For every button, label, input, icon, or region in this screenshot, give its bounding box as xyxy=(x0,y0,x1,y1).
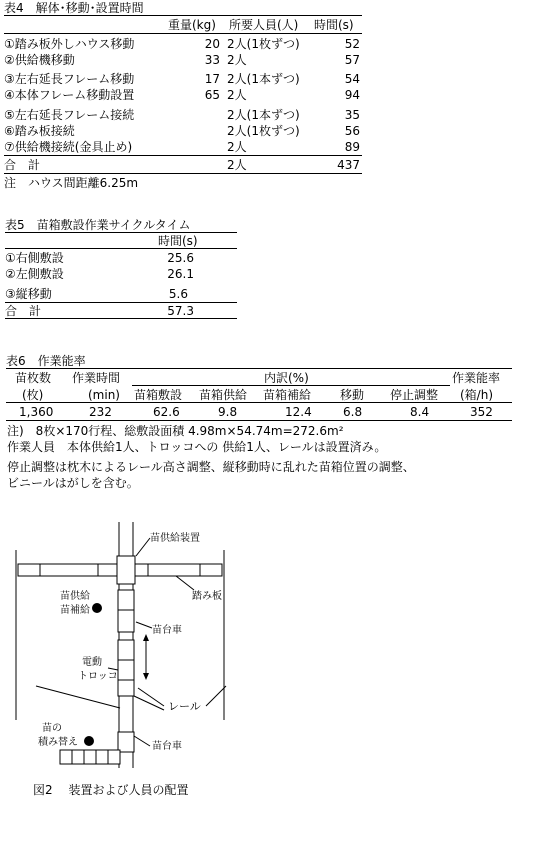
worker-supply xyxy=(92,603,102,613)
label-seedling-refill: 苗補給 xyxy=(60,605,90,616)
table4-row-staff: 2人 xyxy=(227,140,247,154)
table5-row-time: 26.1 xyxy=(167,267,194,281)
table4-header-staff: 所要人員(人) xyxy=(229,18,299,32)
table4-bottom-rule xyxy=(4,173,362,174)
table5-title: 表5 苗箱敷設作業サイクルタイム xyxy=(5,218,191,232)
trolley-box xyxy=(118,660,134,680)
table4-row-label: ②供給機移動 xyxy=(4,53,75,67)
table6-header-breakdown: 内訳(%) xyxy=(264,371,309,385)
table5-total-label: 合 計 xyxy=(5,304,42,318)
table4-row-staff: 2人(1本ずつ) xyxy=(227,72,300,86)
label-electric-trolley: 電動 xyxy=(82,657,102,668)
table4-title: 表4 解体･移動･設置時間 xyxy=(4,1,144,15)
leader-cart-bottom xyxy=(134,736,150,746)
table4-row-weight: 20 xyxy=(204,37,220,51)
label-seedling-supply: 苗供給 xyxy=(60,591,90,602)
table6-cell-breakdown: 8.4 xyxy=(410,405,430,419)
table4-row-label: ③左右延長フレーム移動 xyxy=(4,72,135,86)
table6-cell-breakdown: 62.6 xyxy=(153,405,180,419)
table5-header-rule xyxy=(5,248,237,249)
table4-header-rule xyxy=(4,33,362,34)
table6-cell-boxes: 1,360 xyxy=(19,405,54,419)
table6-header-efficiency: 作業能率 xyxy=(452,371,501,385)
table5-row-time: 5.6 xyxy=(168,287,188,301)
table6-cell-breakdown: 9.8 xyxy=(218,405,238,419)
table4-row-weight: 33 xyxy=(204,53,220,67)
label-reload: 積み替え xyxy=(38,737,78,748)
table6-breakdown-rule xyxy=(132,385,450,386)
table6-note: ビニールはがしを含む。 xyxy=(7,476,139,490)
table6-note: 注) 8枚×170行程、総敷設面積 4.98m×54.74m=272.6m² xyxy=(7,424,344,438)
table4-total-rule xyxy=(4,155,362,156)
leader-cart-top xyxy=(136,622,152,628)
frame-box xyxy=(118,590,134,610)
table6-cell-work-time: 232 xyxy=(89,405,112,419)
table4-note: 注 ハウス間距離6.25m xyxy=(4,176,139,190)
worker-reload xyxy=(84,736,94,746)
leader-step-board xyxy=(176,576,194,590)
table4-row-label: ①踏み板外しハウス移動 xyxy=(4,37,135,51)
table4-total-label: 合 計 xyxy=(4,158,41,172)
table5-row-label: ①右側敷設 xyxy=(5,251,64,265)
table6-note: 停止調整は枕木によるレール高さ調整、縦移動時に乱れた苗箱位置の調整、 xyxy=(7,460,415,474)
table6-cell-breakdown: 12.4 xyxy=(285,405,312,419)
table6-title: 表6 作業能率 xyxy=(6,354,86,368)
label-supply-device: 苗供給装置 xyxy=(150,533,200,544)
leader-rail-1 xyxy=(36,686,120,708)
table4-total-staff: 2人 xyxy=(227,158,247,172)
table6-header-boxes: 苗枚数 xyxy=(15,371,52,385)
table5-row-label: ②左側敷設 xyxy=(5,267,64,281)
table6-header-rule xyxy=(6,402,512,403)
table4-row-time: 57 xyxy=(344,53,360,67)
label-electric-trolley: トロッコ xyxy=(78,671,118,682)
supply-device xyxy=(117,556,135,584)
table4-row-label: ④本体フレーム移動設置 xyxy=(4,88,135,102)
label-reload: 苗の xyxy=(42,723,62,734)
table4-row-weight: 17 xyxy=(204,72,220,86)
table6-subheader: 苗箱補給 xyxy=(263,388,312,402)
table4-row-staff: 2人 xyxy=(227,88,247,102)
table4-row-staff: 2人(1枚ずつ) xyxy=(227,124,300,138)
table4-row-time: 52 xyxy=(344,37,360,51)
table4-row-time: 89 xyxy=(344,140,360,154)
table4-row-time: 94 xyxy=(344,88,360,102)
trolley-box xyxy=(118,640,134,660)
leader-rail-2 xyxy=(138,688,164,706)
figure-caption: 図2 装置および人員の配置 xyxy=(33,783,189,797)
label-rail: レール xyxy=(168,700,201,713)
table4-top-rule xyxy=(4,15,362,16)
table6-bottom-rule xyxy=(6,420,512,421)
table5-total-rule xyxy=(5,302,237,303)
table4-row-weight: 65 xyxy=(204,88,220,102)
table4-row-staff: 2人(1枚ずつ) xyxy=(227,37,300,51)
table4-row-label: ⑦供給機接続(金具止め) xyxy=(4,140,133,154)
cart-bottom-box xyxy=(118,732,134,752)
table4-row-time: 56 xyxy=(344,124,360,138)
table5-bottom-rule xyxy=(5,318,237,319)
table6-subheader: 移動 xyxy=(340,388,365,402)
table4-header-time: 時間(s) xyxy=(314,18,354,32)
table6-cell-breakdown: 6.8 xyxy=(343,405,363,419)
leader-rail-4 xyxy=(206,686,226,706)
table5-header-time: 時間(s) xyxy=(158,234,198,248)
seedling-stack xyxy=(60,750,120,764)
table4-row-label: ⑤左右延長フレーム接続 xyxy=(4,108,135,122)
table6-header-efficiency-unit: (箱/h) xyxy=(460,388,494,402)
table4-row-label: ⑥踏み板接続 xyxy=(4,124,75,138)
table5-row-label: ③縦移動 xyxy=(5,287,52,301)
table6-top-rule xyxy=(6,368,512,369)
table4-header-weight: 重量(kg) xyxy=(168,18,216,32)
table5-total-time: 57.3 xyxy=(167,304,194,318)
table5-row-time: 25.6 xyxy=(167,251,194,265)
table6-header-work-time-unit: (min) xyxy=(88,388,120,402)
label-step-board: 踏み板 xyxy=(192,591,222,602)
table6-subheader: 停止調整 xyxy=(390,388,439,402)
table6-subheader: 苗箱供給 xyxy=(199,388,248,402)
cart-top-box xyxy=(118,610,134,632)
figure2 xyxy=(0,510,550,830)
table5-top-rule xyxy=(5,232,237,233)
table6-header-work-time: 作業時間 xyxy=(72,371,121,385)
table6-subheader: 苗箱敷設 xyxy=(134,388,183,402)
trolley-box xyxy=(118,680,134,696)
label-cart-bottom: 苗台車 xyxy=(152,741,182,752)
label-cart-top: 苗台車 xyxy=(152,625,182,636)
table6-header-boxes-unit: (枚) xyxy=(22,388,44,402)
table4-total-time: 437 xyxy=(337,158,360,172)
table4-row-time: 35 xyxy=(344,108,360,122)
table4-row-staff: 2人 xyxy=(227,53,247,67)
table4-row-staff: 2人(1本ずつ) xyxy=(227,108,300,122)
table6-note: 作業人員 本体供給1人、トロッコへの 供給1人、レールは設置済み。 xyxy=(7,440,387,454)
table6-cell-efficiency: 352 xyxy=(470,405,493,419)
leader-supply-device xyxy=(136,538,150,556)
table4-row-time: 54 xyxy=(344,72,360,86)
